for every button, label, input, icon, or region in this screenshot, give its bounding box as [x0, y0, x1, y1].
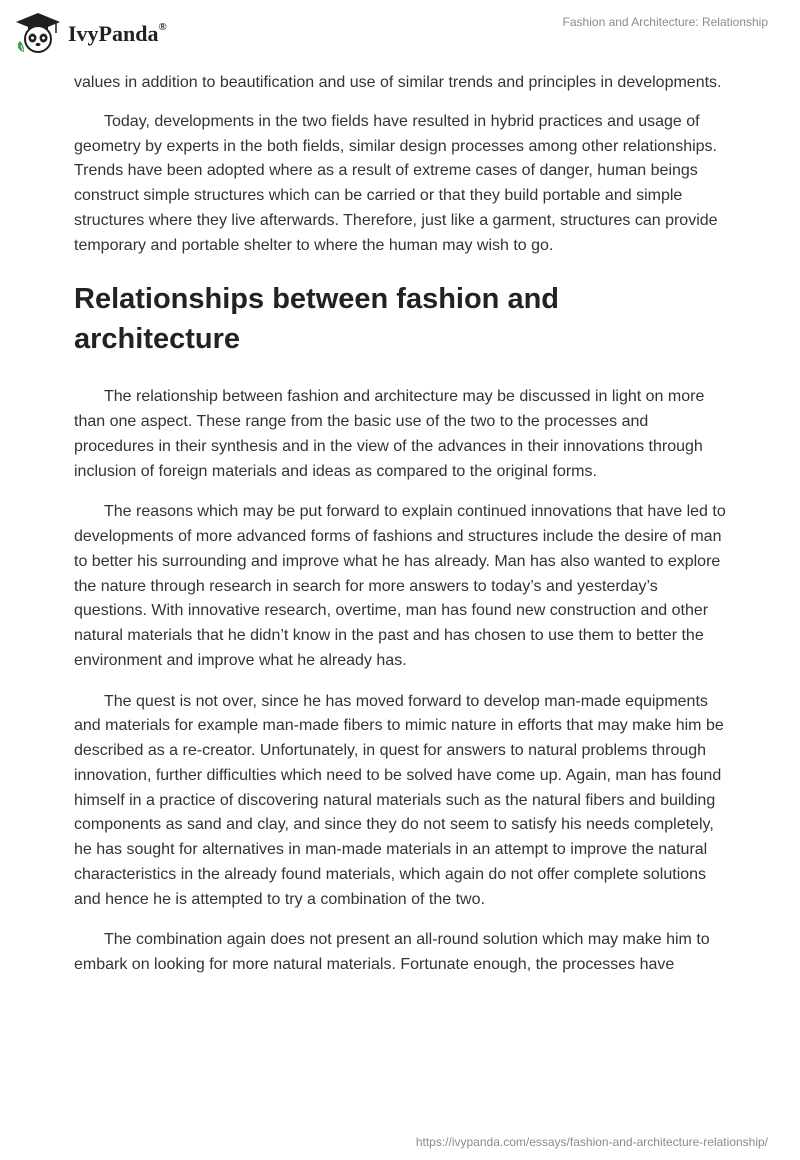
source-url[interactable]: https://ivypanda.com/essays/fashion-and-architecture-relationship/ [415, 1135, 768, 1149]
panda-logo-icon [14, 11, 62, 55]
paragraph: The relationship between fashion and architecture may be discussed in light on more than one aspect. These range from the basic use of the two to the processes and procedures in their synthesis and in the view of the advances in their innovations through inclusion of foreign materials and ideas as compared to the original forms. [74, 388, 705, 480]
logo-text: IvyPanda® [68, 20, 167, 46]
article-body [74, 71, 726, 994]
paragraph: Today, developments in the two fields have resulted in hybrid practices and usage of geometry by experts in the both fields, similar design processes among other relationships. Trends have been adopted where as a result of extreme cases of danger, human beings construct simple structures which can be carried or that they build portable and simple structures where they live afterwards. Therefore, just like a garment, structures can provide temporary and portable shelter to where the human may wish to go. [74, 112, 718, 254]
paragraph: values in addition to beautification and use of similar trends and principles in developments. [74, 74, 722, 91]
page-header [0, 0, 800, 70]
document-title: Fashion and Architecture: Relationship [562, 15, 768, 29]
section-heading: Relationships between fashion and architecture [74, 283, 560, 356]
paragraph: The combination again does not present an all-round solution which may make him to embark on looking for more natural materials. Fortunate enough, the processes have [74, 931, 710, 973]
logo[interactable] [14, 8, 167, 58]
paragraph: The reasons which may be put forward to explain continued innovations that have led to developments of more advanced forms of fashions and structures include the desire of man to better his surrounding and improve what he has already. Man has also wanted to explore the nature through research in search for more answers to today’s and yesterday’s questions. With innovative research, overtime, man has found new construction and other natural materials that he didn’t know in the past and has chosen to use them to better the environment and improve what he already has. [74, 503, 726, 669]
paragraph: The quest is not over, since he has moved forward to develop man-made equipments and materials for example man-made fibers to mimic nature in efforts that may make him be described as a re-creator. Unfortunately, in quest for answers to natural problems through innovation, further difficulties which need to be solved have come up. Again, man has found himself in a practice of discovering natural materials such as the natural fibers and building components as sand and clay, and since they do not seem to satisfy his needs completely, he has sought for alternatives in man-made materials in an attempt to improve the natural characteristics in the already found materials, which again do not offer complete solutions and hence he is attempted to try a combination of the two. [74, 692, 724, 908]
registered-mark: ® [158, 20, 167, 33]
